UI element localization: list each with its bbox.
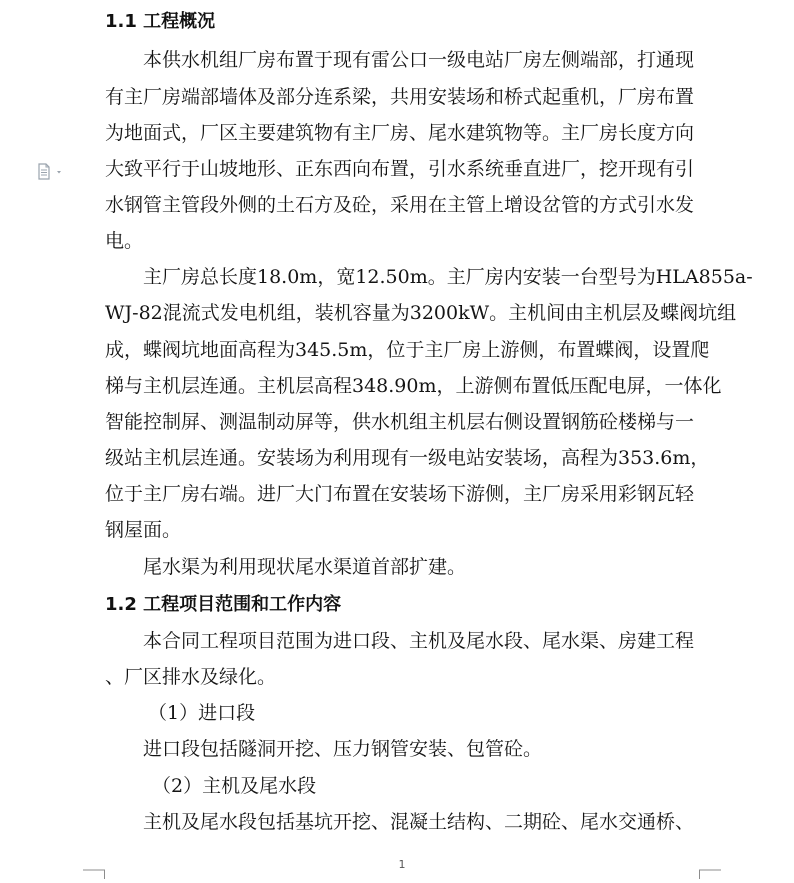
page-corner-mark-right [699,864,721,874]
paragraph-line: 尾水渠为利用现状尾水渠道首部扩建。 [143,556,467,578]
paragraph-line: 本合同工程项目范围为进口段、主机及尾水段、尾水渠、房建工程 [143,630,695,652]
paragraph-line: 级站主机层连通。安装场为利用现有一级电站安装场，高程为353.6m， [105,447,710,469]
paragraph-line: 电。 [105,230,144,252]
paragraph-line: WJ-82混流式发电机组，装机容量为3200kW。主机间由主机层及蝶阀坑组 [105,302,737,324]
paragraph-line: 、厂区排水及绿化。 [105,666,277,688]
paragraph-line: 本供水机组厂房布置于现有雷公口一级电站厂房左侧端部，打通现 [143,49,695,71]
paragraph-line: 主厂房总长度18.0m，宽12.50m。主厂房内安装一台型号为HLA855a- [143,266,753,288]
paragraph-line: 为地面式，厂区主要建筑物有主厂房、尾水建筑物等。主厂房长度方向 [105,122,695,144]
paragraph-line: 位于主厂房右端。进厂大门布置在安装场下游侧，主厂房采用彩钢瓦轻 [105,483,695,505]
paragraph-line: 大致平行于山坡地形、正东西向布置，引水系统垂直进厂，挖开现有引 [105,158,695,180]
document-layout-icon[interactable] [36,163,66,181]
section-heading-1-1: 1.1 工程概况 [105,11,216,32]
page-number: 1 [398,858,406,871]
paragraph-line: 有主厂房端部墙体及部分连系梁，共用安装场和桥式起重机，厂房布置 [105,86,695,108]
paragraph-line: 主机及尾水段包括基坑开挖、混凝土结构、二期砼、尾水交通桥、 [143,811,695,833]
page-corner-mark-left [83,864,105,874]
section-heading-1-2: 1.2 工程项目范围和工作内容 [105,594,342,615]
paragraph-line: 钢屋面。 [105,519,182,541]
paragraph-line: 成，蝶阀坑地面高程为345.5m，位于主厂房上游侧，布置蝶阀，设置爬 [105,339,710,361]
paragraph-line: 水钢管主管段外侧的土石方及砼，采用在主管上增设岔管的方式引水发 [105,194,695,216]
list-subheading: （1）进口段 [148,702,256,724]
paragraph-line: 智能控制屏、测温制动屏等，供水机组主机层右侧设置钢筋砼楼梯与一 [105,411,695,433]
paragraph-line: 梯与主机层连通。主机层高程348.90m，上游侧布置低压配电屏，一体化 [105,375,722,397]
paragraph-line: 进口段包括隧洞开挖、压力钢管安装、包管砼。 [143,738,543,760]
list-subheading: （2）主机及尾水段 [152,775,317,797]
